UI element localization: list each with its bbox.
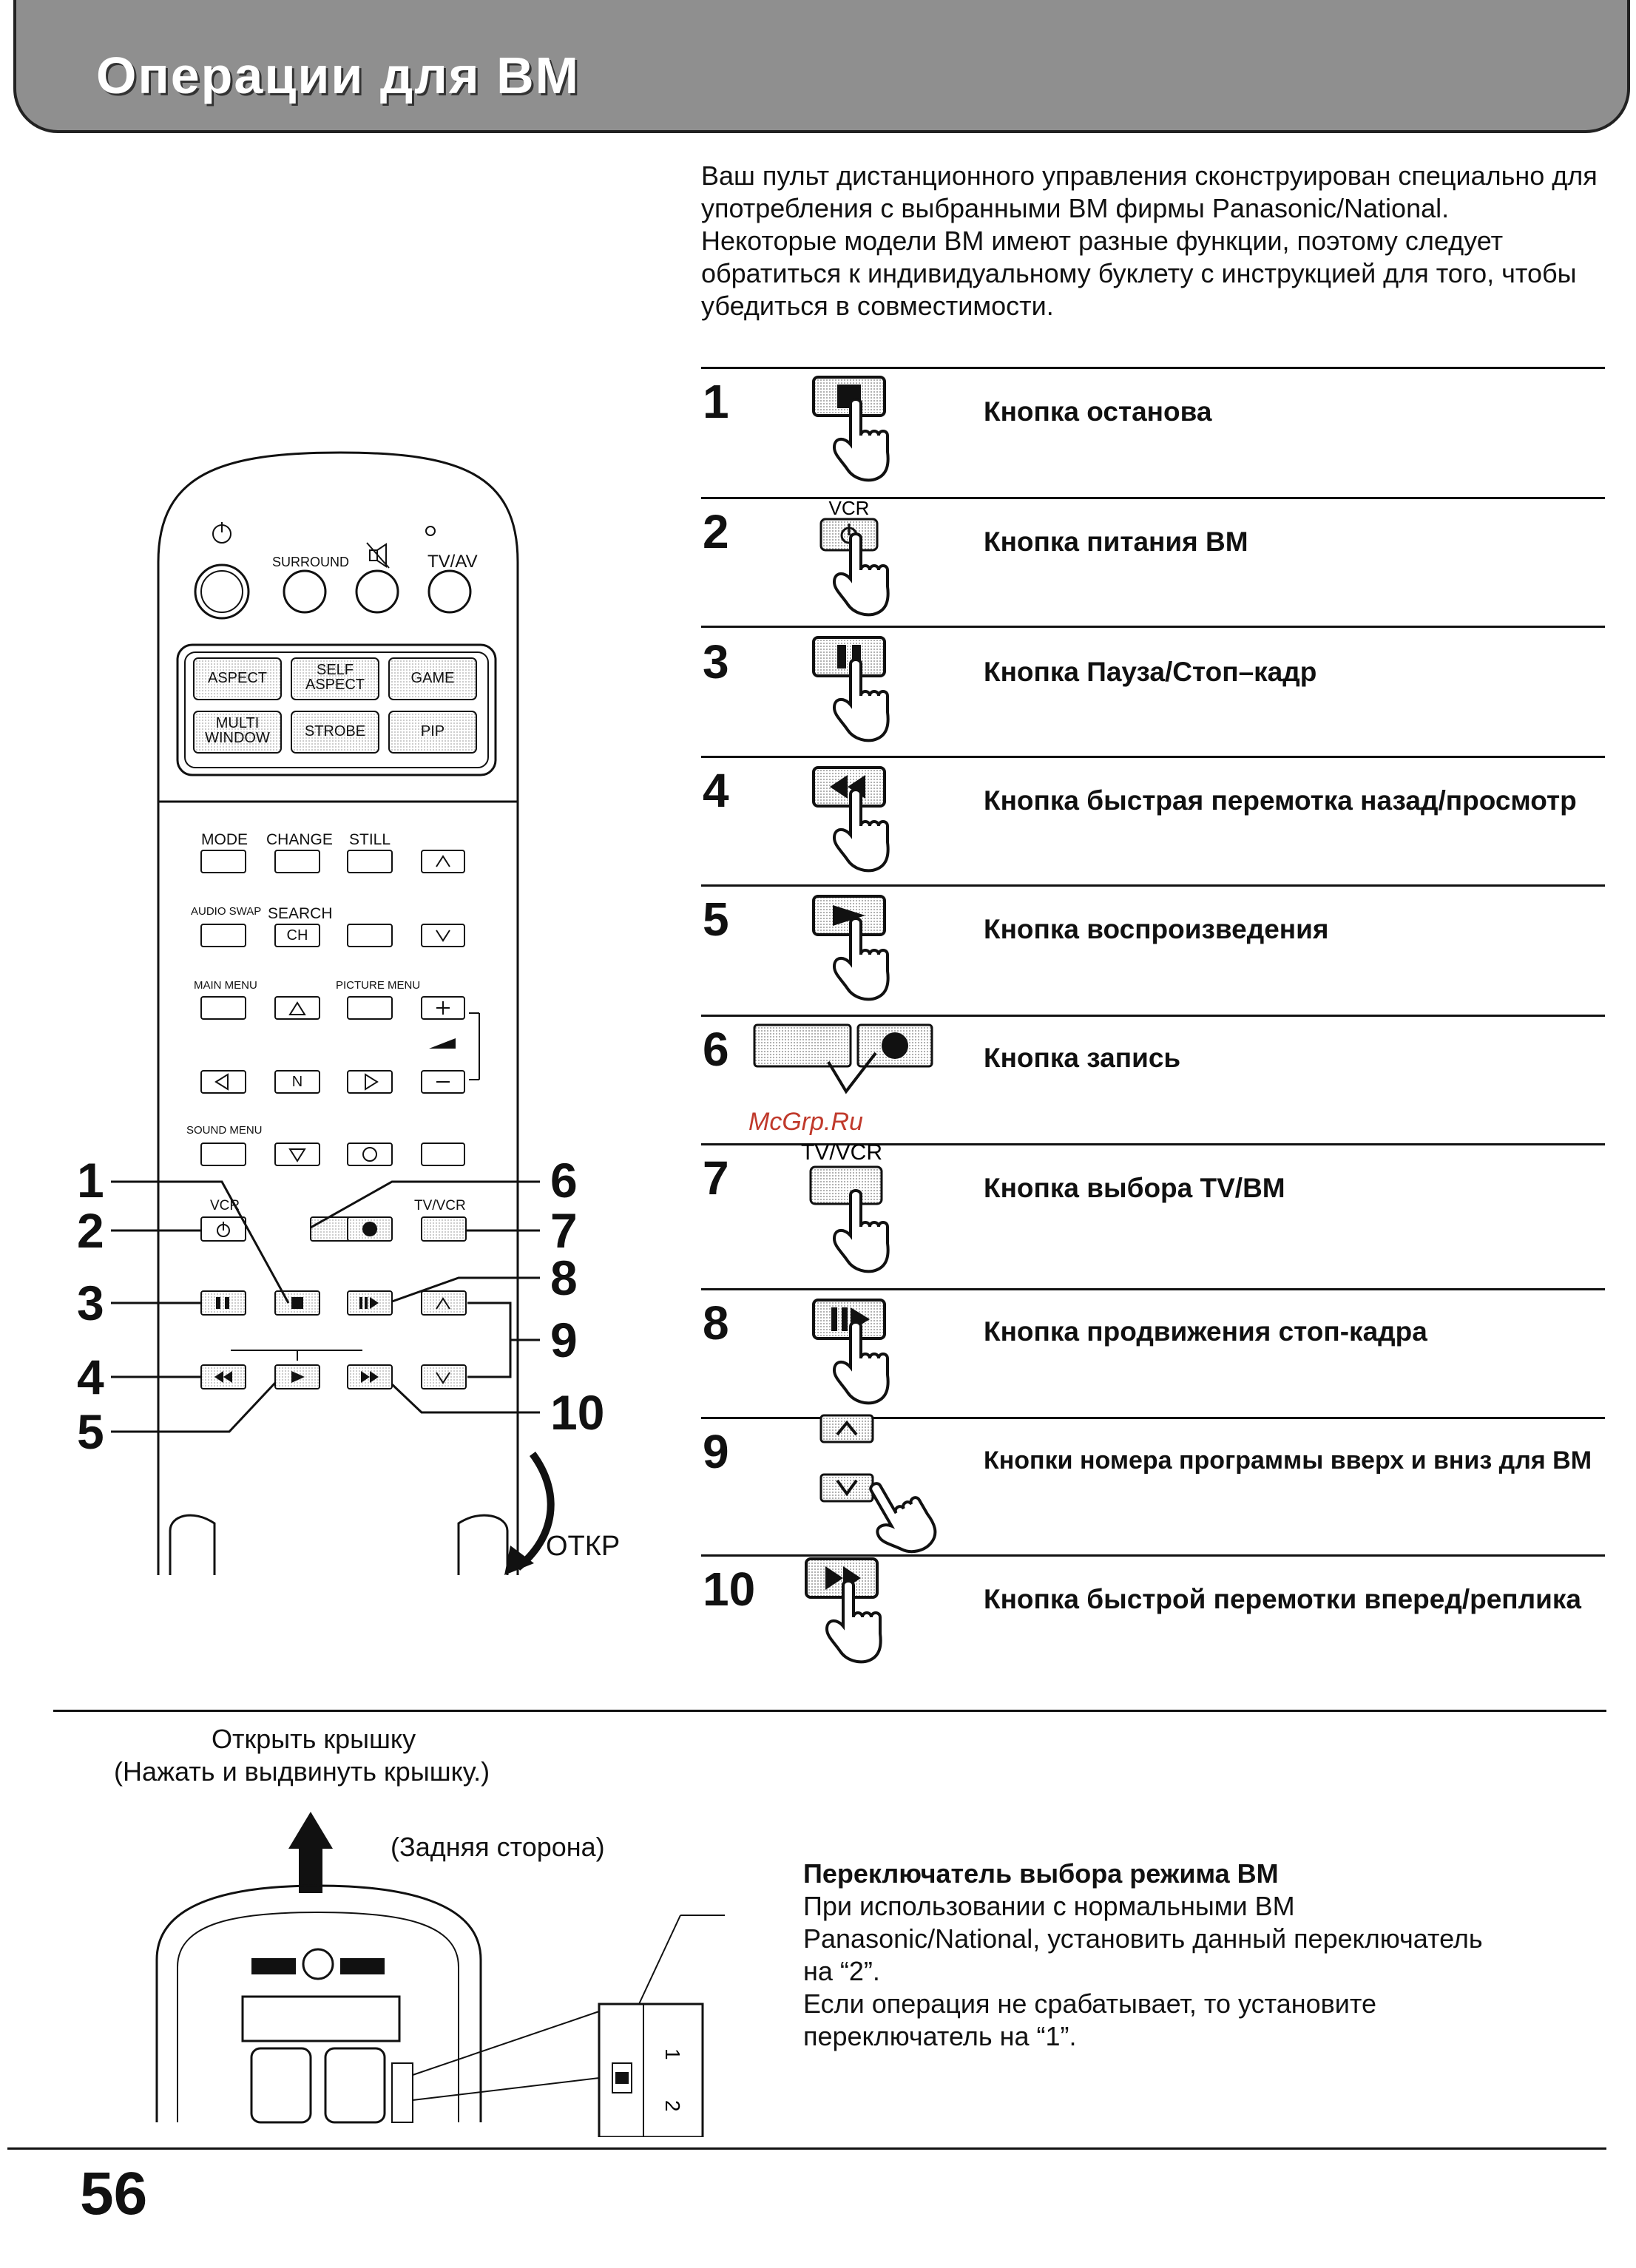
callout-6: 6 xyxy=(550,1153,578,1208)
callout-8: 8 xyxy=(550,1250,578,1305)
left-arrow-button[interactable] xyxy=(201,1071,246,1093)
open-cover-text: Открыть крышку xyxy=(212,1724,416,1754)
vcr-tag-text: VCR xyxy=(828,497,870,519)
pip-label: PIP xyxy=(420,723,445,739)
mute-button[interactable] xyxy=(356,571,398,612)
surround-button[interactable] xyxy=(284,571,325,612)
callout-1: 1 xyxy=(77,1153,104,1208)
still-button[interactable] xyxy=(348,850,392,873)
right-arrow-button[interactable] xyxy=(348,1071,392,1093)
row-number: 10 xyxy=(703,1563,756,1616)
row-label: Кнопки номера программы вверх и вниз для ВМ xyxy=(984,1446,1592,1475)
callout-9: 9 xyxy=(550,1313,578,1367)
change-label: CHANGE xyxy=(266,831,333,848)
audio-swap-button[interactable] xyxy=(201,924,246,947)
channel-up-down-icon xyxy=(821,1415,942,1565)
frame-advance-button-icon xyxy=(814,1300,888,1403)
switch-position-1: 1 xyxy=(661,2048,684,2060)
row-label: Кнопка быстрая перемотка назад/просмотр xyxy=(984,785,1577,816)
row-number: 3 xyxy=(703,635,729,688)
remote-control-illustration xyxy=(0,0,701,1627)
pause-button[interactable] xyxy=(201,1291,246,1315)
row-label: Кнопка запись xyxy=(984,1043,1181,1073)
play-button-icon xyxy=(814,896,888,999)
switch-title: Переключатель выбора режима ВМ xyxy=(803,1858,1279,1889)
row-number: 2 xyxy=(703,505,729,558)
fast-forward-button-icon xyxy=(806,1559,881,1662)
switch-desc-line-3: на “2”. xyxy=(803,1956,880,1986)
stereo-button[interactable] xyxy=(422,1143,464,1165)
remote-back-illustration xyxy=(148,1797,725,2137)
page-number: 56 xyxy=(80,2160,148,2227)
tv-vcr-button[interactable] xyxy=(422,1217,466,1241)
main-menu-button[interactable] xyxy=(201,997,246,1019)
vcr-ch-up-button[interactable] xyxy=(422,1291,466,1315)
callout-7: 7 xyxy=(550,1203,578,1258)
main-menu-label: MAIN MENU xyxy=(194,979,257,992)
record-button-icon xyxy=(754,1025,932,1091)
tvvcr-label: TV/VCR xyxy=(414,1198,466,1213)
switch-desc-line-4: Если операция не срабатывает, то установите xyxy=(803,1988,1376,2019)
tvav-label: TV/AV xyxy=(427,552,478,572)
row-number: 8 xyxy=(703,1296,729,1350)
row-number: 1 xyxy=(703,375,729,428)
multi-window-label: MULTI WINDOW xyxy=(205,715,270,746)
row-number: 5 xyxy=(703,893,729,946)
row-number: 4 xyxy=(703,764,729,817)
row-label: Кнопка Пауза/Стоп–кадр xyxy=(984,657,1317,687)
callout-2: 2 xyxy=(77,1203,104,1258)
row-label: Кнопка быстрой перемотки вперед/реплика xyxy=(984,1584,1581,1614)
recall-button[interactable] xyxy=(348,924,392,947)
vcr-ch-down-button[interactable] xyxy=(422,1365,466,1389)
tvav-button[interactable] xyxy=(429,571,470,612)
battery-icon xyxy=(325,2048,385,2122)
self-aspect-label: SELF ASPECT xyxy=(305,662,365,693)
open-label: ОТКР xyxy=(546,1531,621,1562)
aspect-label: ASPECT xyxy=(207,670,268,686)
footer-divider xyxy=(7,2147,1606,2150)
intro-text xyxy=(701,160,1611,322)
power-icon xyxy=(213,522,231,543)
still-label: STILL xyxy=(349,831,391,848)
row-number: 7 xyxy=(703,1151,729,1205)
pause-button-icon xyxy=(814,637,888,740)
volume-up-button[interactable] xyxy=(422,850,464,873)
tv-vcr-button-icon xyxy=(801,1140,888,1271)
intro-paragraph-1: Ваш пульт дистанционного управления сконструирован специально для употребления с выбранными ВМ фирмы Panasonic/National. xyxy=(701,160,1598,223)
open-cover-subtext: (Нажать и выдвинуть крышку.) xyxy=(114,1756,490,1787)
row-label: Кнопка продвижения стоп-кадра xyxy=(984,1316,1427,1347)
sound-menu-label: SOUND MENU xyxy=(186,1124,263,1137)
intro-paragraph-2: Некоторые модели ВМ имеют разные функции, поэтому следует обратиться к индивидуальному буклету с инструкцией для того, чтобы убедиться в совместимости. xyxy=(701,226,1577,321)
mode-button[interactable] xyxy=(201,850,246,873)
search-label: SEARCH xyxy=(268,905,333,922)
up-arrow-button[interactable] xyxy=(275,997,320,1019)
button-illustrations xyxy=(740,367,984,1668)
stop-button-icon xyxy=(814,377,888,480)
section-divider xyxy=(53,1710,1606,1712)
surround-label: SURROUND xyxy=(272,555,350,569)
audio-swap-label: AUDIO SWAP xyxy=(191,905,262,918)
switch-desc-line-1: При использовании с нормальными ВМ xyxy=(803,1891,1295,1921)
row-label: Кнопка останова xyxy=(984,396,1212,427)
mode-label: MODE xyxy=(201,831,248,848)
sound-menu-button[interactable] xyxy=(201,1143,246,1165)
game-label: GAME xyxy=(410,670,455,686)
watermark: McGrp.Ru xyxy=(748,1108,863,1136)
row-label: Кнопка питания ВМ xyxy=(984,527,1248,557)
row-number: 6 xyxy=(703,1023,729,1076)
picture-menu-button[interactable] xyxy=(348,997,392,1019)
switch-desc-line-5: переключатель на “1”. xyxy=(803,2021,1077,2051)
callout-4: 4 xyxy=(77,1350,104,1404)
tv-power-button[interactable] xyxy=(195,565,249,618)
n-label: N xyxy=(291,1074,303,1090)
battery-icon xyxy=(251,2048,311,2122)
callout-3: 3 xyxy=(77,1276,104,1330)
back-side-label: (Задняя сторона) xyxy=(391,1832,605,1862)
change-button[interactable] xyxy=(275,850,320,873)
channel-down-button[interactable] xyxy=(422,924,464,947)
row-label: Кнопка выбора TV/BM xyxy=(984,1173,1285,1203)
row-label: Кнопка воспроизведения xyxy=(984,914,1329,944)
mode-switch-small[interactable] xyxy=(392,2063,413,2122)
switch-desc-line-2: Panasonic/National, установить данный переключатель xyxy=(803,1923,1483,1954)
screw-icon xyxy=(303,1949,333,1979)
strobe-label: STROBE xyxy=(304,723,366,739)
vcr-label: VCR xyxy=(210,1198,240,1213)
callout-5: 5 xyxy=(77,1404,104,1459)
timer-button[interactable] xyxy=(348,1143,392,1165)
ch-label: CH xyxy=(286,927,308,944)
tvvcr-tag-text: TV/VCR xyxy=(800,1140,883,1165)
vcr-power-button-icon xyxy=(821,497,888,615)
indicator-led xyxy=(426,527,435,535)
switch-position-2: 2 xyxy=(661,2100,684,2112)
rewind-button-icon xyxy=(814,768,888,870)
row-number: 9 xyxy=(703,1425,729,1478)
callout-10: 10 xyxy=(550,1385,605,1440)
picture-menu-label: PICTURE MENU xyxy=(336,979,421,992)
page-title: Операции для ВМ xyxy=(96,47,580,104)
mute-icon xyxy=(367,543,389,568)
up-arrow-icon xyxy=(288,1812,333,1893)
